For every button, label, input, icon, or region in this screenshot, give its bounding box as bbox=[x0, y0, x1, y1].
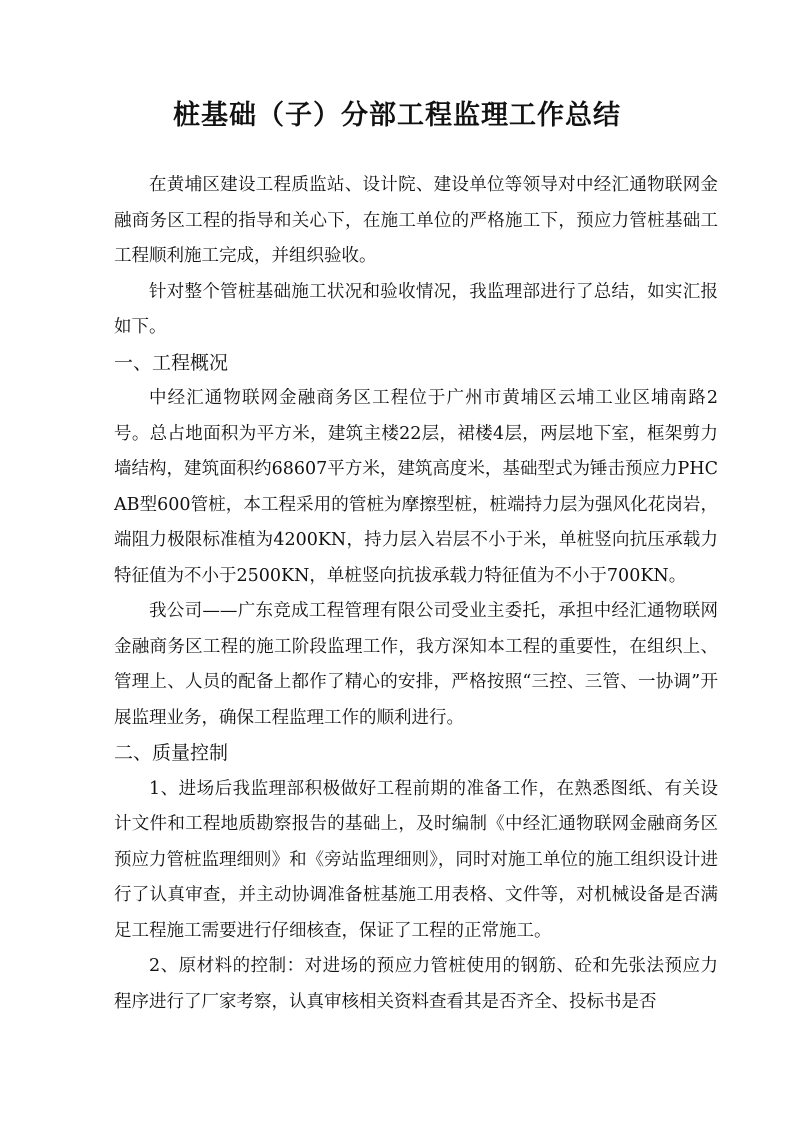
document-body bbox=[114, 168, 718, 1020]
section-heading-overview: 一、工程概况 bbox=[114, 351, 229, 374]
overview-paragraph-2: 我公司——广东竞成工程管理有限公司受业主委托，承担中经汇通物联网金融商务区工程的施工阶段监理工作，我方深知本工程的重要性，在组织上、管理上、人员的配备上都作了精心的安排，严格按照“三控、三管、一协调”开展监理业务，确保工程监理工作的顺利进行。 bbox=[114, 601, 718, 728]
intro-paragraph-1: 在黄埔区建设工程质监站、设计院、建设单位等领导对中经汇通物联网金融商务区工程的指导和关心下，在施工单位的严格施工下，预应力管桩基础工工程顺利施工完成，并组织验收。 bbox=[114, 175, 718, 266]
section-heading-quality: 二、质量控制 bbox=[114, 742, 229, 764]
quality-paragraph-1: 1、进场后我监理部积极做好工程前期的准备工作，在熟悉图纸、有关设计文件和工程地质勘察报告的基础上，及时编制《中经汇通物联网金融商务区预应力管桩监理细则》和《旁站监理细则》，同时对施工单位的施工组织设计进行了认真审查，并主动协调准备桩基施工用表格、文件等，对机械设备是否满足工程施工需要进行仔细核查，保证了工程的正常施工。 bbox=[114, 778, 718, 941]
quality-paragraph-2: 2、原材料的控制：对进场的预应力管桩使用的钢筋、砼和先张法预应力程序进行了厂家考察，认真审核相关资料查看其是否齐全、投标书是否 bbox=[114, 956, 718, 1012]
overview-paragraph-1: 中经汇通物联网金融商务区工程位于广州市黄埔区云埔工业区埔南路2号。总占地面积为平方米，建筑主楼22层，裙楼4层，两层地下室，框架剪力墙结构，建筑面积约68607平方米，建筑高度米，基础型式为锤击预应力PHC AB型600管桩，本工程采用的管桩为摩擦型桩，桩端持力层为强风化花岗岩，端阻力极限标准植为4200KN，持力层入岩层不小于米，单桩竖向抗压承载力特征值为不小于2500KN，单桩竖向抗拔承载力特征值为不小于700KN。 bbox=[114, 388, 718, 586]
document-title: 桩基础（子）分部工程监理工作总结 bbox=[173, 100, 621, 131]
intro-paragraph-2: 针对整个管桩基础施工状况和验收情况，我监理部进行了总结，如实汇报如下。 bbox=[114, 281, 718, 337]
